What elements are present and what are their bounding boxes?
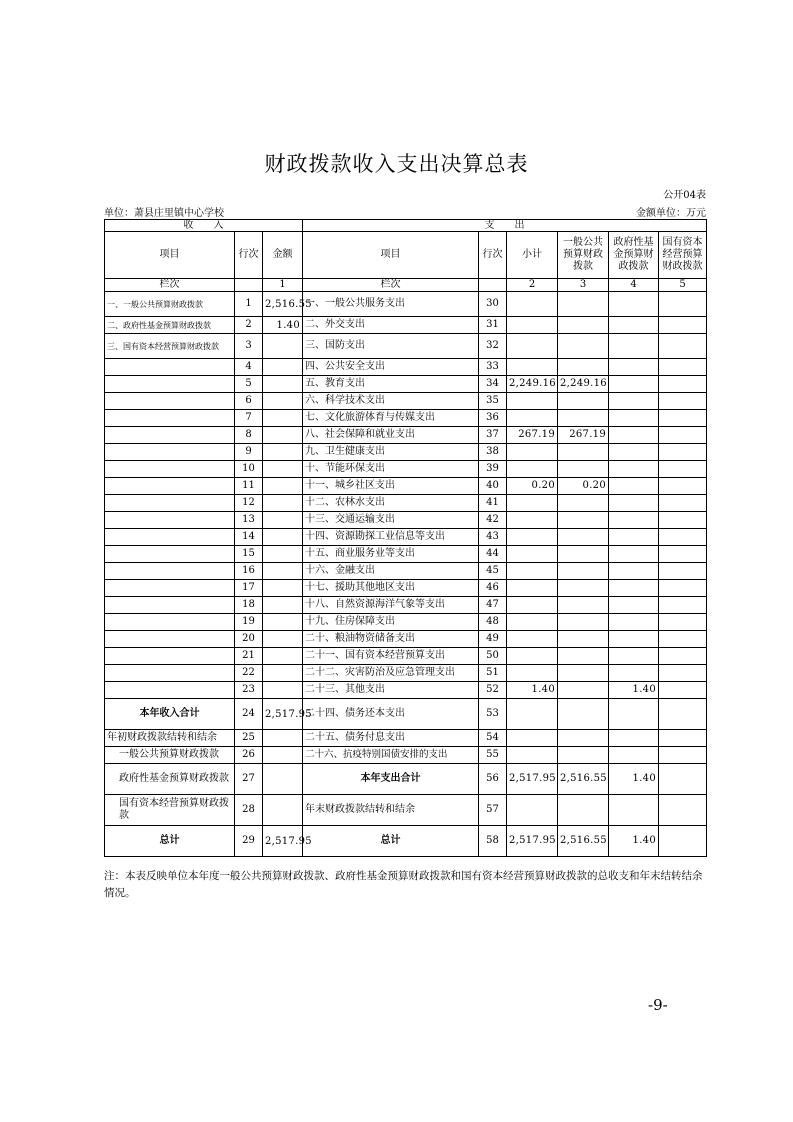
table-cell-inc-no: 15 bbox=[235, 546, 263, 563]
table-cell-cap bbox=[659, 478, 707, 495]
table-cell-cap bbox=[659, 665, 707, 682]
table-cell-exp-no: 46 bbox=[479, 580, 507, 597]
table-cell-inc-item bbox=[105, 427, 235, 444]
year-income-total-label: 本年收入合计 bbox=[105, 699, 235, 730]
table-row: 年初财政拨款结转和结余 25 二十五、债务付息支出 54 bbox=[105, 730, 707, 747]
table-cell-gen bbox=[558, 665, 609, 682]
table-cell-cap bbox=[659, 546, 707, 563]
table-cell-fund bbox=[609, 665, 659, 682]
table-cell-gen bbox=[558, 292, 609, 317]
table-row bbox=[105, 665, 707, 682]
table-cell-gen bbox=[558, 461, 609, 478]
table-cell-inc-no: 4 bbox=[235, 359, 263, 376]
budget-summary-table bbox=[104, 219, 707, 857]
table-cell-cap bbox=[659, 580, 707, 597]
table-cell-exp-no: 36 bbox=[479, 410, 507, 427]
expense-line-header: 行次 bbox=[479, 232, 507, 279]
table-cell-sub bbox=[507, 648, 558, 665]
table-cell-exp-item: 十九、住房保障支出 bbox=[303, 614, 479, 631]
table-cell-sub bbox=[507, 334, 558, 359]
table-cell-inc-item bbox=[105, 376, 235, 393]
header-row-column-numbers bbox=[105, 279, 707, 292]
table-cell-gen: 267.19 bbox=[558, 427, 609, 444]
table-cell-exp-item: 四、公共安全支出 bbox=[303, 359, 479, 376]
table-row bbox=[105, 546, 707, 563]
table-cell-inc-no: 3 bbox=[235, 334, 263, 359]
table-cell-inc-no: 8 bbox=[235, 427, 263, 444]
table-row bbox=[105, 317, 707, 334]
table-cell-gen: 0.20 bbox=[558, 478, 609, 495]
table-cell-fund bbox=[609, 359, 659, 376]
table-cell-exp-no: 37 bbox=[479, 427, 507, 444]
table-cell-inc-no: 22 bbox=[235, 665, 263, 682]
table-cell-gen bbox=[558, 580, 609, 597]
table-cell-sub bbox=[507, 512, 558, 529]
table-cell-exp-item: 十四、资源勘探工业信息等支出 bbox=[303, 529, 479, 546]
table-row bbox=[105, 376, 707, 393]
table-cell-fund bbox=[609, 292, 659, 317]
table-cell-fund bbox=[609, 597, 659, 614]
table-row: 政府性基金预算财政拨款 27 本年支出合计 56 2,517.95 2,516.55 1.40 bbox=[105, 764, 707, 795]
table-cell-sub bbox=[507, 614, 558, 631]
table-cell-inc-item bbox=[105, 461, 235, 478]
table-cell-exp-item: 五、教育支出 bbox=[303, 376, 479, 393]
table-cell-sub bbox=[507, 563, 558, 580]
table-cell-sub bbox=[507, 597, 558, 614]
table-cell-exp-no: 42 bbox=[479, 512, 507, 529]
table-cell-exp-no: 50 bbox=[479, 648, 507, 665]
expense-item-header: 项目 bbox=[303, 232, 479, 279]
table-cell-inc-item bbox=[105, 665, 235, 682]
income-group-header: 收 入 bbox=[105, 220, 303, 232]
table-cell-cap bbox=[659, 410, 707, 427]
table-cell-sub bbox=[507, 631, 558, 648]
table-cell-inc-no: 16 bbox=[235, 563, 263, 580]
table-cell-fund bbox=[609, 478, 659, 495]
table-row bbox=[105, 478, 707, 495]
table-cell-exp-item: 十五、商业服务业等支出 bbox=[303, 546, 479, 563]
table-cell-cap bbox=[659, 512, 707, 529]
table-cell-exp-no: 34 bbox=[479, 376, 507, 393]
table-cell-fund bbox=[609, 444, 659, 461]
table-cell-inc-amt bbox=[263, 597, 303, 614]
table-cell-inc-item bbox=[105, 495, 235, 512]
table-cell-cap bbox=[659, 461, 707, 478]
table-cell-exp-item: 十一、城乡社区支出 bbox=[303, 478, 479, 495]
header-row-columns bbox=[105, 232, 707, 279]
table-cell-fund bbox=[609, 461, 659, 478]
gov-fund-header: 政府性基金预算财政拨款 bbox=[609, 232, 659, 279]
table-cell-inc-item bbox=[105, 563, 235, 580]
table-cell-cap bbox=[659, 376, 707, 393]
table-cell-exp-item: 八、社会保障和就业支出 bbox=[303, 427, 479, 444]
table-cell-inc-amt bbox=[263, 334, 303, 359]
table-cell-gen bbox=[558, 597, 609, 614]
table-cell-exp-no: 43 bbox=[479, 529, 507, 546]
col-label-right: 栏次 bbox=[303, 279, 479, 292]
table-row bbox=[105, 427, 707, 444]
table-cell-inc-item bbox=[105, 359, 235, 376]
table-cell-inc-amt bbox=[263, 427, 303, 444]
table-cell-inc-amt bbox=[263, 529, 303, 546]
table-cell-inc-amt: 1.40 bbox=[263, 317, 303, 334]
page-number: -9- bbox=[648, 996, 668, 1014]
table-cell-sub: 2,249.16 bbox=[507, 376, 558, 393]
table-cell-inc-item bbox=[105, 478, 235, 495]
col-1: 1 bbox=[263, 279, 303, 292]
table-cell-inc-no: 6 bbox=[235, 393, 263, 410]
table-cell-inc-no: 14 bbox=[235, 529, 263, 546]
table-cell-cap bbox=[659, 682, 707, 699]
footnote: 注：本表反映单位本年度一般公共预算财政拨款、政府性基金预算财政拨款和国有资本经营预算财政拨款的总收支和年末结转结余情况。 bbox=[104, 870, 703, 899]
table-cell-cap bbox=[659, 334, 707, 359]
table-row bbox=[105, 597, 707, 614]
table-cell-gen bbox=[558, 529, 609, 546]
income-line-header: 行次 bbox=[235, 232, 263, 279]
table-cell-inc-amt bbox=[263, 495, 303, 512]
table-row bbox=[105, 359, 707, 376]
table-cell-gen bbox=[558, 563, 609, 580]
table-cell-exp-no: 49 bbox=[479, 631, 507, 648]
table-cell-sub bbox=[507, 529, 558, 546]
table-cell-cap bbox=[659, 529, 707, 546]
table-cell-inc-item bbox=[105, 410, 235, 427]
table-cell-fund bbox=[609, 495, 659, 512]
table-cell-exp-no: 38 bbox=[479, 444, 507, 461]
table-cell-sub bbox=[507, 495, 558, 512]
table-cell-sub: 1.40 bbox=[507, 682, 558, 699]
table-cell-exp-item: 十六、金融支出 bbox=[303, 563, 479, 580]
table-cell-exp-item: 七、文化旅游体育与传媒支出 bbox=[303, 410, 479, 427]
table-cell-cap bbox=[659, 317, 707, 334]
table-row: 国有资本经营预算财政拨款 28 年末财政拨款结转和结余 57 bbox=[105, 795, 707, 826]
table-cell-exp-no: 44 bbox=[479, 546, 507, 563]
table-cell-exp-item: 三、国防支出 bbox=[303, 334, 479, 359]
table-row: 本年收入合计 24 2,517.95 二十四、债务还本支出 53 bbox=[105, 699, 707, 730]
table-cell-inc-amt bbox=[263, 376, 303, 393]
table-cell-fund: 1.40 bbox=[609, 682, 659, 699]
table-cell-exp-item: 十二、农林水支出 bbox=[303, 495, 479, 512]
table-row bbox=[105, 334, 707, 359]
table-cell-cap bbox=[659, 563, 707, 580]
table-cell-fund bbox=[609, 317, 659, 334]
table-row bbox=[105, 410, 707, 427]
grand-total-expense-label: 总计 bbox=[303, 826, 479, 857]
table-cell-sub bbox=[507, 665, 558, 682]
table-cell-inc-amt bbox=[263, 665, 303, 682]
table-cell-sub: 267.19 bbox=[507, 427, 558, 444]
table-cell-exp-item: 二十一、国有资本经营预算支出 bbox=[303, 648, 479, 665]
table-row bbox=[105, 580, 707, 597]
table-cell-gen bbox=[558, 546, 609, 563]
table-cell-sub bbox=[507, 317, 558, 334]
table-cell-inc-amt bbox=[263, 478, 303, 495]
table-cell-sub bbox=[507, 444, 558, 461]
table-cell-exp-no: 45 bbox=[479, 563, 507, 580]
table-cell-fund bbox=[609, 376, 659, 393]
table-cell-fund bbox=[609, 334, 659, 359]
table-row bbox=[105, 512, 707, 529]
table-cell-inc-item bbox=[105, 682, 235, 699]
table-cell-inc-item: 二、政府性基金预算财政拨款 bbox=[105, 317, 235, 334]
table-cell-cap bbox=[659, 597, 707, 614]
table-cell-inc-item bbox=[105, 648, 235, 665]
table-cell-inc-item bbox=[105, 444, 235, 461]
table-cell-inc-item: 三、国有资本经营预算财政拨款 bbox=[105, 334, 235, 359]
col-2: 2 bbox=[507, 279, 558, 292]
table-cell-exp-item: 十七、援助其他地区支出 bbox=[303, 580, 479, 597]
table-cell-inc-no: 1 bbox=[235, 292, 263, 317]
table-cell-exp-item: 十、节能环保支出 bbox=[303, 461, 479, 478]
table-cell-sub bbox=[507, 580, 558, 597]
table-cell-cap bbox=[659, 614, 707, 631]
table-cell-exp-item: 十三、交通运输支出 bbox=[303, 512, 479, 529]
table-cell-gen bbox=[558, 614, 609, 631]
table-row bbox=[105, 631, 707, 648]
table-cell-inc-amt bbox=[263, 512, 303, 529]
table-cell-fund bbox=[609, 648, 659, 665]
table-cell-inc-amt bbox=[263, 631, 303, 648]
form-code: 公开04表 bbox=[663, 190, 706, 201]
table-row bbox=[105, 529, 707, 546]
grand-total-label: 总计 bbox=[105, 826, 235, 857]
table-cell-inc-no: 19 bbox=[235, 614, 263, 631]
table-cell-inc-item: 一、一般公共预算财政拨款 bbox=[105, 292, 235, 317]
table-cell-exp-item: 九、卫生健康支出 bbox=[303, 444, 479, 461]
table-cell-sub bbox=[507, 546, 558, 563]
table-cell-inc-amt bbox=[263, 410, 303, 427]
table-cell-cap bbox=[659, 495, 707, 512]
table-cell-inc-no: 11 bbox=[235, 478, 263, 495]
table-cell-exp-item: 二十、粮油物资储备支出 bbox=[303, 631, 479, 648]
table-cell-exp-no: 40 bbox=[479, 478, 507, 495]
table-cell-inc-no: 2 bbox=[235, 317, 263, 334]
table-cell-fund bbox=[609, 393, 659, 410]
header-row-groups bbox=[105, 220, 707, 232]
table-cell-inc-item bbox=[105, 393, 235, 410]
unit-label: 单位：萧县庄里镇中心学校 bbox=[104, 208, 224, 219]
table-cell-inc-no: 5 bbox=[235, 376, 263, 393]
table-cell-sub: 0.20 bbox=[507, 478, 558, 495]
table-cell-inc-item bbox=[105, 580, 235, 597]
table-cell-gen bbox=[558, 444, 609, 461]
table-cell-inc-amt bbox=[263, 444, 303, 461]
table-cell-inc-no: 21 bbox=[235, 648, 263, 665]
table-cell-inc-amt bbox=[263, 461, 303, 478]
table-cell-fund bbox=[609, 427, 659, 444]
table-cell-exp-no: 51 bbox=[479, 665, 507, 682]
table-cell-cap bbox=[659, 427, 707, 444]
expense-group-header: 支 出 bbox=[303, 220, 707, 232]
subtotal-header: 小计 bbox=[507, 232, 558, 279]
table-cell-gen bbox=[558, 317, 609, 334]
table-cell-gen: 2,249.16 bbox=[558, 376, 609, 393]
table-row bbox=[105, 444, 707, 461]
table-cell-fund bbox=[609, 546, 659, 563]
table-cell-gen bbox=[558, 393, 609, 410]
table-cell-sub bbox=[507, 292, 558, 317]
table-cell-inc-amt bbox=[263, 648, 303, 665]
col-5: 5 bbox=[659, 279, 707, 292]
table-cell-exp-item: 二十二、灾害防治及应急管理支出 bbox=[303, 665, 479, 682]
income-item-header: 项目 bbox=[105, 232, 235, 279]
table-cell-sub bbox=[507, 393, 558, 410]
table-cell-sub bbox=[507, 410, 558, 427]
table-cell-inc-no: 23 bbox=[235, 682, 263, 699]
table-cell-fund bbox=[609, 563, 659, 580]
table-cell-inc-no: 9 bbox=[235, 444, 263, 461]
table-cell-inc-item bbox=[105, 597, 235, 614]
table-cell-fund bbox=[609, 529, 659, 546]
table-cell-inc-amt bbox=[263, 682, 303, 699]
col-4: 4 bbox=[609, 279, 659, 292]
year-expense-total-label: 本年支出合计 bbox=[303, 764, 479, 795]
table-cell-inc-no: 18 bbox=[235, 597, 263, 614]
general-budget-header: 一般公共预算财政拨款 bbox=[558, 232, 609, 279]
table-cell-cap bbox=[659, 631, 707, 648]
table-cell-fund bbox=[609, 580, 659, 597]
table-cell-exp-no: 47 bbox=[479, 597, 507, 614]
table-cell-exp-item: 十八、自然资源海洋气象等支出 bbox=[303, 597, 479, 614]
table-cell-fund bbox=[609, 614, 659, 631]
table-cell-inc-item bbox=[105, 631, 235, 648]
table-row bbox=[105, 495, 707, 512]
table-cell-gen bbox=[558, 410, 609, 427]
col-3: 3 bbox=[558, 279, 609, 292]
table-cell-gen bbox=[558, 631, 609, 648]
table-cell-exp-no: 32 bbox=[479, 334, 507, 359]
table-cell-exp-no: 39 bbox=[479, 461, 507, 478]
table-cell-gen bbox=[558, 495, 609, 512]
table-cell-fund bbox=[609, 410, 659, 427]
table-cell-inc-amt: 2,516.55 bbox=[263, 292, 303, 317]
table-cell-inc-no: 10 bbox=[235, 461, 263, 478]
table-row bbox=[105, 393, 707, 410]
table-cell-cap bbox=[659, 444, 707, 461]
income-amount-header: 金额 bbox=[263, 232, 303, 279]
table-cell-gen bbox=[558, 334, 609, 359]
table-cell-inc-no: 7 bbox=[235, 410, 263, 427]
page-title: 财政拨款收入支出决算总表 bbox=[264, 152, 529, 176]
table-cell-inc-no: 20 bbox=[235, 631, 263, 648]
table-cell-fund bbox=[609, 512, 659, 529]
table-cell-inc-amt bbox=[263, 359, 303, 376]
table-cell-exp-item: 六、科学技术支出 bbox=[303, 393, 479, 410]
table-row bbox=[105, 563, 707, 580]
table-row bbox=[105, 614, 707, 631]
table-cell-cap bbox=[659, 648, 707, 665]
table-cell-exp-item: 二、外交支出 bbox=[303, 317, 479, 334]
table-cell-gen bbox=[558, 682, 609, 699]
table-cell-inc-item bbox=[105, 512, 235, 529]
table-row bbox=[105, 292, 707, 317]
table-row bbox=[105, 461, 707, 478]
table-cell-exp-item: 一、一般公共服务支出 bbox=[303, 292, 479, 317]
table-cell-cap bbox=[659, 292, 707, 317]
table-cell-inc-no: 17 bbox=[235, 580, 263, 597]
state-capital-header: 国有资本经营预算财政拨款 bbox=[659, 232, 707, 279]
table-cell-exp-no: 41 bbox=[479, 495, 507, 512]
table-cell-exp-no: 31 bbox=[479, 317, 507, 334]
table-cell-gen bbox=[558, 359, 609, 376]
table-cell-exp-item: 二十三、其他支出 bbox=[303, 682, 479, 699]
table-cell-inc-amt bbox=[263, 580, 303, 597]
table-cell-gen bbox=[558, 648, 609, 665]
table-cell-inc-amt bbox=[263, 614, 303, 631]
table-cell-inc-item bbox=[105, 529, 235, 546]
table-cell-cap bbox=[659, 393, 707, 410]
table-cell-sub bbox=[507, 461, 558, 478]
table-row: 总计 29 2,517.95 总计 58 2,517.95 2,516.55 1.40 bbox=[105, 826, 707, 857]
table-cell-exp-no: 48 bbox=[479, 614, 507, 631]
table-row bbox=[105, 682, 707, 699]
col-label-left: 栏次 bbox=[105, 279, 235, 292]
table-cell-gen bbox=[558, 512, 609, 529]
table-row: 一般公共预算财政拨款 26 二十六、抗疫特别国债安排的支出 55 bbox=[105, 747, 707, 764]
table-cell-exp-no: 33 bbox=[479, 359, 507, 376]
table-row bbox=[105, 648, 707, 665]
table-cell-inc-amt bbox=[263, 563, 303, 580]
table-cell-exp-no: 30 bbox=[479, 292, 507, 317]
table-cell-inc-no: 12 bbox=[235, 495, 263, 512]
table-cell-inc-item bbox=[105, 614, 235, 631]
table-cell-cap bbox=[659, 359, 707, 376]
table-cell-inc-item bbox=[105, 546, 235, 563]
table-cell-fund bbox=[609, 631, 659, 648]
table-cell-inc-no: 13 bbox=[235, 512, 263, 529]
table-cell-inc-amt bbox=[263, 393, 303, 410]
table-cell-inc-amt bbox=[263, 546, 303, 563]
table-cell-exp-no: 52 bbox=[479, 682, 507, 699]
money-unit-label: 金额单位：万元 bbox=[636, 208, 706, 219]
table-cell-exp-no: 35 bbox=[479, 393, 507, 410]
table-cell-sub bbox=[507, 359, 558, 376]
